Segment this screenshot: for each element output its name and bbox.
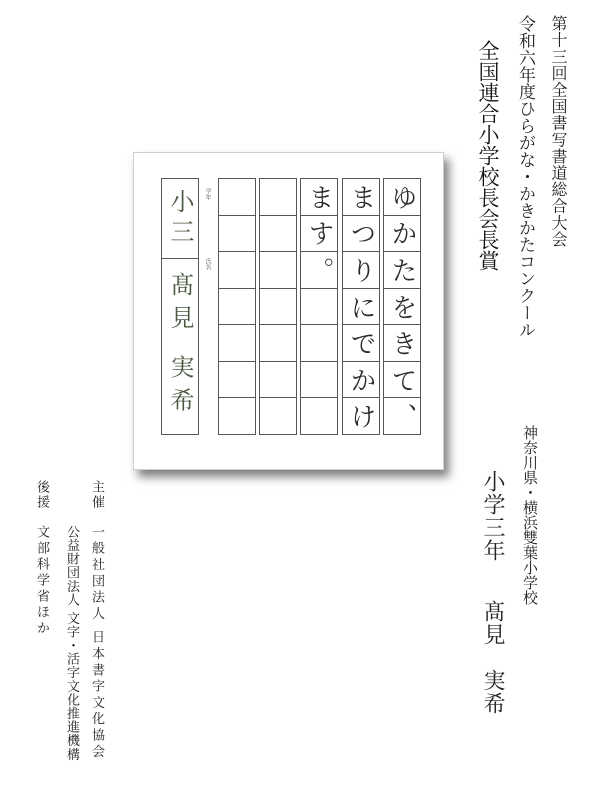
grade-label: 学年 [204,188,211,200]
grid-cell: き [384,325,420,362]
grid-cell: ま [301,179,337,216]
grid-cell [219,179,255,216]
grid-cell [219,216,255,253]
grid-cell [260,252,296,289]
grid-cell [219,252,255,289]
grid-cell: す [301,216,337,253]
artwork-paper [133,152,444,470]
grid-cell [301,362,337,399]
grid-cell: て [384,362,420,399]
sponsor-label: 後援 [34,480,49,510]
sponsor-name: 文部科学省ほか [34,525,49,637]
grid-cell: に [343,289,379,326]
organizer-1: 一般社団法人 日本書字文化協会 [89,525,104,761]
artwork-name-column [161,178,199,435]
grid-cell: で [343,325,379,362]
grid-cell [219,398,255,434]
grid-cell: た [384,252,420,289]
grid-cell [301,325,337,362]
artwork-grade: 小三 [166,188,194,249]
name-label: 氏名 [204,258,211,270]
organizer-label: 主催 [89,480,104,510]
grid-cell: 、 [387,403,417,430]
artwork-grade-box [162,179,198,259]
recipient-grade: 小学三年 [480,470,505,562]
contest-title: 令和六年度ひらがな・かきかたコンクール [515,15,535,338]
grid-cell [219,289,255,326]
grid-column [300,178,338,435]
grid-cell [260,289,296,326]
grid-cell [260,325,296,362]
grid-cell: を [384,289,420,326]
grid-column [218,178,256,435]
grid-column [383,178,421,435]
grid-cell: ゆ [384,179,420,216]
artwork-name-box [162,259,198,434]
grid-cell [260,398,296,434]
grid-cell: か [343,362,379,399]
grid-cell: か [384,216,420,253]
school-name: 神奈川県・横浜雙葉小学校 [521,425,539,605]
grid-cell: つ [343,216,379,253]
grid-column [259,178,297,435]
recipient-name: 髙見 実希 [480,600,505,715]
grid-cell [301,289,337,326]
artwork-name: 髙見 実希 [166,272,194,421]
grid-cell [301,398,337,434]
grid-cell: け [346,403,376,430]
grid-column [342,178,380,435]
organizer-2: 公益財団法人 文字・活字文化推進機構 [64,525,79,761]
award-title: 全国連合小学校長会長賞 [476,40,500,271]
event-title: 第十三回全国書写書道総合大会 [549,15,568,248]
grid-cell: り [343,252,379,289]
grid-cell: ま [343,179,379,216]
grid-cell: 。 [301,252,337,289]
grid-cell [219,362,255,399]
grid-cell [260,362,296,399]
grid-cell [219,325,255,362]
grid-cell [260,179,296,216]
grid-cell [260,216,296,253]
